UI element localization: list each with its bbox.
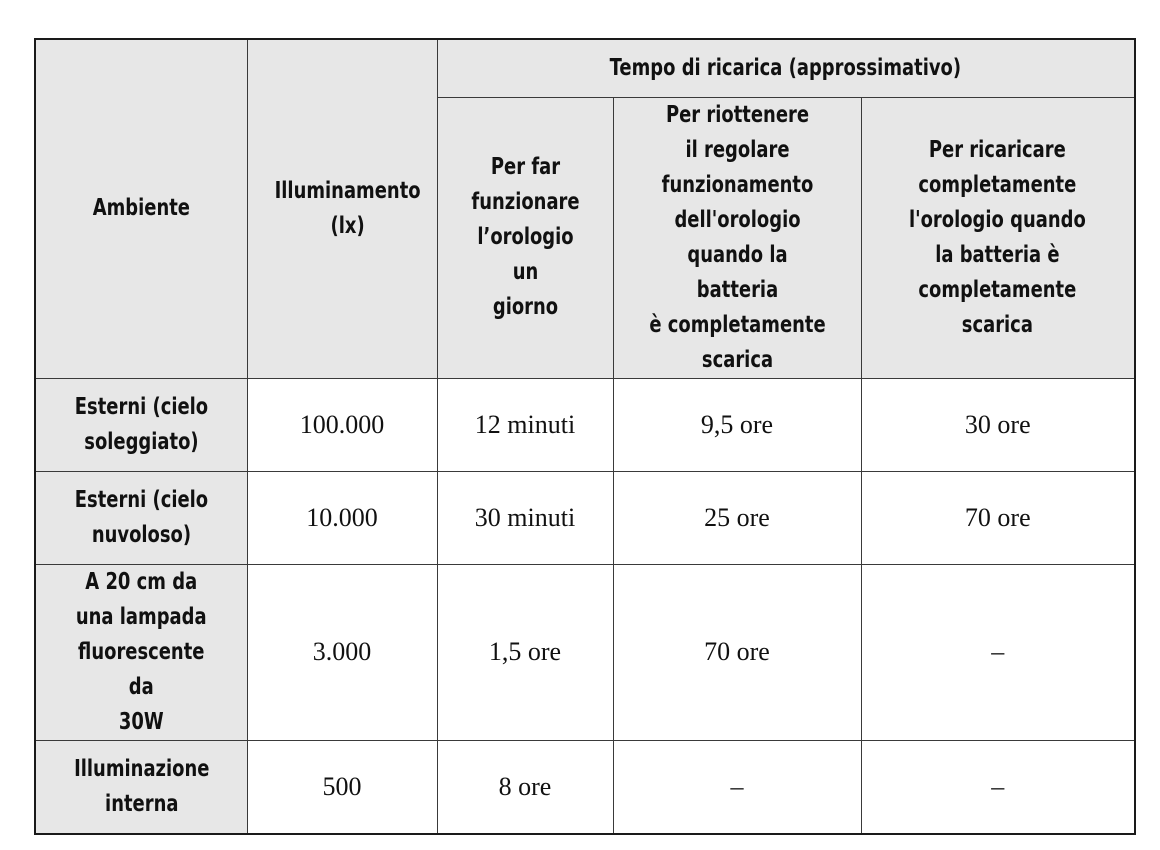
row-regolare: 9,5 ore	[613, 378, 861, 471]
table-row	[35, 471, 1135, 564]
row-ambiente-label: A 20 cm da una lampada fluorescente da 30W	[75, 568, 207, 735]
table-row	[35, 378, 1135, 471]
row-lux: 3.000	[247, 564, 437, 740]
header-tempo-group-label: Tempo di ricarica (approssimativo)	[610, 54, 962, 81]
row-ambiente-label: Illuminazione interna	[73, 755, 209, 817]
table-row	[35, 740, 1135, 834]
row-ambiente	[35, 564, 247, 740]
row-giorno: 1,5 ore	[437, 564, 613, 740]
row-lux: 10.000	[247, 471, 437, 564]
header-ambiente	[35, 39, 247, 378]
row-regolare: 25 ore	[613, 471, 861, 564]
row-regolare: –	[613, 740, 861, 834]
row-ambiente-label: Esterni (cielo soleggiato)	[74, 393, 208, 455]
row-regolare: 70 ore	[613, 564, 861, 740]
table-header	[35, 39, 1135, 378]
row-lux: 500	[247, 740, 437, 834]
row-completa: 70 ore	[861, 471, 1135, 564]
row-giorno: 30 minuti	[437, 471, 613, 564]
row-ambiente	[35, 740, 247, 834]
row-ambiente	[35, 378, 247, 471]
row-completa: 30 ore	[861, 378, 1135, 471]
charging-time-table	[34, 38, 1136, 835]
header-giorno-label: Per far funzionare l’orologio un giorno	[470, 154, 580, 320]
row-ambiente-label: Esterni (cielo nuvoloso)	[74, 486, 208, 548]
row-completa: –	[861, 740, 1135, 834]
row-giorno: 8 ore	[437, 740, 613, 834]
header-completa-label: Per ricaricare completamente l'orologio quando la batteria è completamente scarica	[909, 136, 1087, 338]
header-illuminamento-label: Illuminamento (lx)	[274, 177, 421, 239]
table-row	[35, 564, 1135, 740]
row-lux: 100.000	[247, 378, 437, 471]
header-completa	[861, 97, 1135, 378]
row-ambiente	[35, 471, 247, 564]
header-giorno	[437, 97, 613, 378]
header-ambiente-label: Ambiente	[92, 195, 190, 222]
header-regolare-label: Per riottenere il regolare funzionamento dell'orologio quando la batteria è completamente scarica	[648, 101, 826, 373]
row-completa: –	[861, 564, 1135, 740]
charging-time-table-container	[34, 38, 1134, 835]
header-tempo-group	[437, 39, 1135, 97]
table-body	[35, 378, 1135, 834]
row-giorno: 12 minuti	[437, 378, 613, 471]
header-regolare	[613, 97, 861, 378]
header-row-top	[35, 39, 1135, 97]
header-illuminamento	[247, 39, 437, 378]
